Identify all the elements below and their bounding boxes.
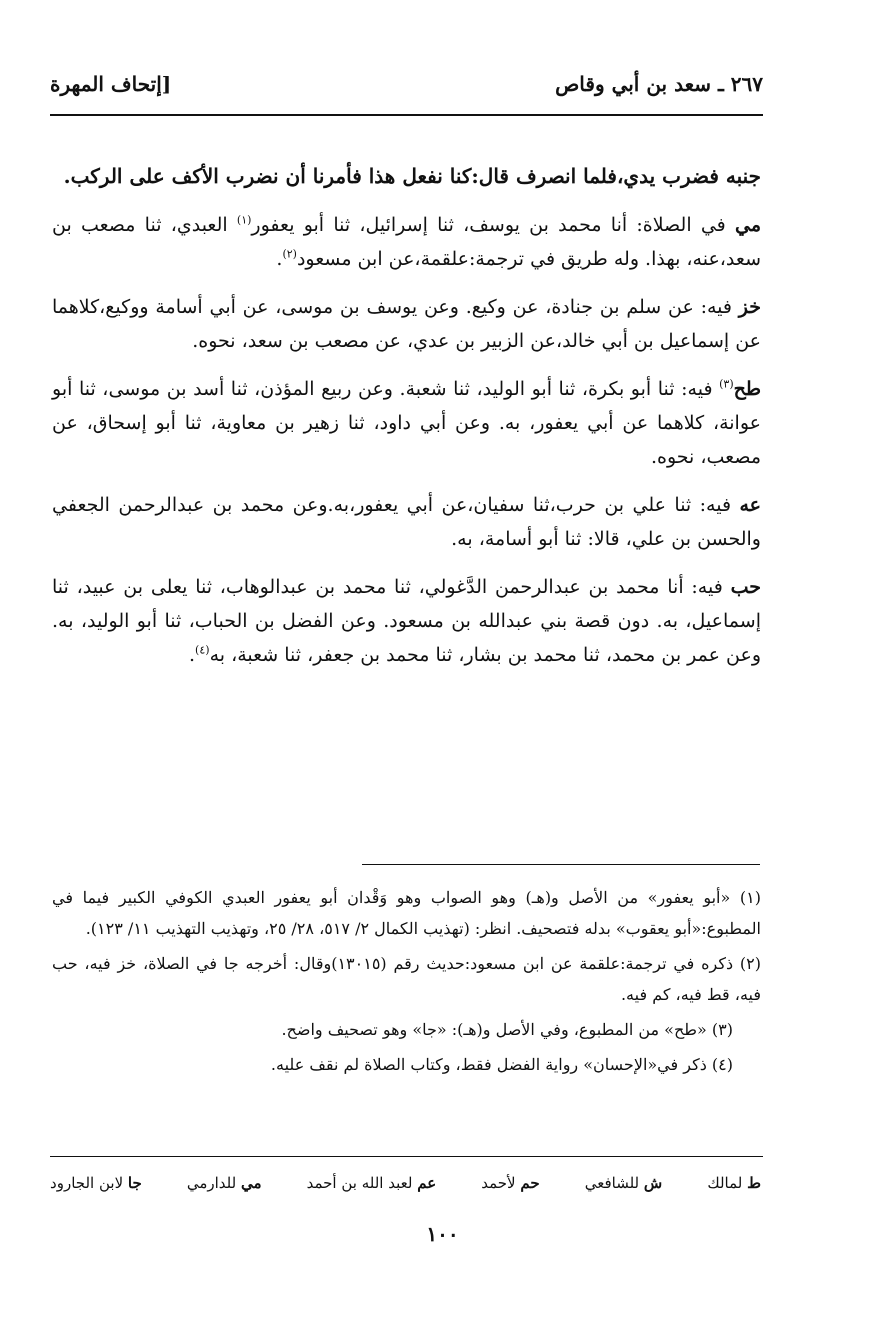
abbreviation-item: حم لأحمد [481, 1174, 540, 1192]
abbreviations-key [50, 1170, 761, 1196]
footnote-2: (٢) ذكره في ترجمة:علقمة عن ابن مسعود:حديث رقم (١٣٠١٥)وقال: أخرجه جا في الصلاة، خز فيه، حب فيه، قط فيه، كم فيه. [52, 954, 762, 1004]
footnote-ref[interactable]: (٤) [195, 643, 210, 657]
page-number: ١٠٠ [426, 1222, 459, 1246]
abbreviation-item: عم لعبد الله بن أحمد [306, 1174, 437, 1192]
paragraph-text: فيه: عن سلم بن جنادة، عن وكيع. وعن يوسف بن موسى، عن أبي أسامة ووكيع،كلاهما عن إسماعيل بن أبي خالد،عن الزبير بن عدي، عن مصعب بن سعد، نحوه. [52, 296, 761, 352]
source-code: عه [739, 494, 761, 516]
abbreviation-item: ش للشافعي [584, 1174, 663, 1192]
abbreviations-divider [50, 1156, 763, 1157]
paragraph-text: في الصلاة: أنا محمد بن يوسف، ثنا إسرائيل، ثنا أبو يعفور [251, 214, 735, 236]
footnote-ref[interactable]: (١) [236, 213, 252, 227]
abbreviation-item: جا لابن الجارود [50, 1174, 142, 1192]
footnote-divider [362, 864, 760, 865]
book-title: [إتحاف المهرة [50, 72, 172, 96]
paragraph-ah [52, 488, 761, 556]
paragraph-text: . [276, 248, 283, 270]
paragraph-text: العبدي، ثنا مصعب بن سعد،عنه، بهذا. وله طريق في ترجمة:علقمة،عن ابن مسعود [52, 214, 761, 270]
chapter-title: ٢٦٧ ـ سعد بن أبي وقاص [555, 72, 763, 96]
lead-paragraph: جنبه فضرب يدي،فلما انصرف قال:كنا نفعل هذا فأمرنا أن نضرب الأكف على الركب. [63, 164, 761, 188]
footnote-ref[interactable]: (٢) [282, 247, 297, 261]
paragraph-text: . [189, 644, 196, 666]
source-code: مي [734, 214, 761, 236]
footnote-4: (٤) ذكر في«الإحسان» رواية الفضل فقط، وكتاب الصلاة لم نقف عليه. [270, 1055, 733, 1074]
header-divider [50, 114, 763, 116]
footnotes [52, 882, 761, 1084]
abbreviation-item: مي للدارمي [186, 1174, 262, 1192]
paragraph-khz [52, 290, 761, 358]
footnote-1: (١) «أبو يعفور» من الأصل و(هـ) وهو الصواب وهو وَقْدان أبو يعفور العبدي الكوفي الكبير فيما في المطبوع:«أبو يعقوب» بدله فتصحيف. انظر: (تهذيب الكمال ٢/ ٥١٧، ٢٨/ ٢٥، وتهذيب التهذيب ١١/ ١٢٣). [52, 888, 761, 938]
source-code: خز [738, 296, 761, 318]
paragraph-text: فيه: ثنا علي بن حرب،ثنا سفيان،عن أبي يعفور،به.وعن محمد بن عبدالرحمن الجعفي والحسن بن علي، قالا: ثنا أبو أسامة، به. [52, 494, 761, 550]
running-header [50, 64, 763, 104]
paragraph-text: فيه: أنا محمد بن عبدالرحمن الدَّغولي، ثنا محمد بن عبدالوهاب، ثنا يعلى بن عبيد، ثنا إسماعيل، به. دون قصة بني عبدالله بن مسعود. وعن الفضل بن الحباب، ثنا أبو الوليد، به. وعن عمر بن محمد، ثنا محمد بن بشار، ثنا محمد بن جعفر، ثنا شعبة، به [52, 576, 761, 666]
source-code: حب [730, 576, 761, 598]
footnote-3: (٣) «طح» من المطبوع، وفي الأصل و(هـ): «جا» وهو تصحيف واضح. [281, 1020, 733, 1039]
abbreviation-item: ط لمالك [707, 1174, 761, 1192]
paragraph-mi [52, 208, 761, 276]
paragraph-th [52, 372, 761, 474]
footnote-ref[interactable]: (٣) [719, 377, 734, 391]
paragraph-hb [52, 570, 761, 672]
main-text [52, 150, 761, 686]
paragraph-text: فيه: ثنا أبو بكرة، ثنا أبو الوليد، ثنا شعبة. وعن ربيع المؤذن، ثنا أسد بن موسى، ثنا أبو عوانة، كلاهما عن أبي يعفور، به. وعن أبي داود، ثنا زهير بن معاوية، ثنا أبو إسحاق، عن مصعب، نحوه. [52, 378, 761, 468]
source-code: طح [733, 378, 761, 400]
